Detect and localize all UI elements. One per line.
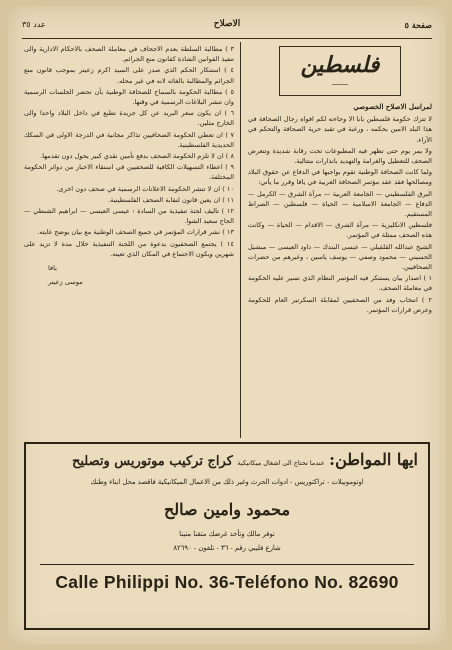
article-column-left	[24, 44, 234, 436]
resolution-item: ٤ ) استنكار الحكم الذي صدر على السيد اكرم زعيتر بموجب قانون منع الجرائم والمطالبة بالغائه لانه في غير محله.	[24, 66, 234, 85]
resolution-item: ٧ ) ان تعطي الحكومة الصحافيين تذاكر مجانية في الدرجة الاولى في السكك الحديدية الفلسطينية.	[24, 130, 234, 149]
section-title: فلسطين	[300, 52, 380, 78]
resolution-item: ١٠ ) ان لا تنشر الحكومة الاعلانات الرسمية في صحف دون اخرى.	[56, 184, 234, 193]
column-divider	[240, 42, 241, 438]
resolution-item: ٨ ) ان لا تلزم الحكومة الصحف بدفع تأمين نقدي كبير يحول دون تقدمها.	[40, 152, 234, 161]
ad-promise: توفر مالك وتأخذ غرضك متقنا متينا	[179, 530, 275, 538]
ad-latin-address: Calle Philippi No. 36-Teléfono No. 82690	[55, 572, 399, 592]
paragraph: ١ ) اصدار بيان يستنكر فيه المؤتمر النظام الذي تسير عليه الحكومة في معاملة الصحف.	[248, 274, 432, 293]
ad-owners: محمود وامين صالح	[163, 500, 291, 519]
ad-headline-main: كراج تركيب موتوريس وتصليح	[71, 454, 233, 469]
paragraph: لا تترك حكومة فلسطين بابا الا وجاءته لكم افواه رجال الصحافة في هذا البلد الامين بحكمه ، ورغبة في تقيد حرية الصحافة والتحكم في الآراء.	[248, 115, 432, 144]
paragraph: البرق الفلسطيني — الجامعة العربية — مرآة الشرق — الكرمل — الدفاع — الجامعة الاسلامية — الحياة — فلسطين — الصراط المستقيم.	[248, 189, 432, 219]
ad-headline-prefix: ايها المواطن:	[329, 450, 418, 469]
ad-arabic-address: شارع فليبي رقم - ٣٦ - تلفون - ٨٢٦٩٠	[173, 544, 281, 552]
issue-number: عدد ٣٥	[22, 20, 46, 29]
correspondent-line: لمراسل الاصلاح الخصوصي	[353, 102, 432, 111]
dateline-place: يافا	[48, 264, 58, 273]
section-masthead	[279, 46, 401, 96]
ad-headline	[72, 450, 418, 469]
paragraph: ولما كانت الصحافة الوطنية تقوم بواجبها في الدفاع عن حقوق البلاد ومصالحها فقد عقد مؤتمر الصحافة العربية في يافا وقرر ما يأتي:	[248, 168, 432, 187]
newspaper-name: الاصلاح	[213, 19, 241, 29]
page-header	[22, 16, 432, 39]
paragraph: ٢ ) انتخاب وفد من الصحفيين لمقابلة السكرتير العام للحكومة وعرض قرارات المؤتمر.	[248, 295, 432, 314]
resolution-item: ٥ ) مطالبة الحكومة بالسماح للصحافة الوطنية بأن تحضر الجلسات الرسمية وان تنشر البلاغات الرسمية في وقتها.	[24, 87, 234, 107]
section-subtitle: ـــــــــ	[332, 80, 348, 87]
paragraph: ولا يمر يوم حتى تظهر فيه المطبوعات تحت رقابة شديدة وتتعرض الصحف للتعطيل والغرامة والتهديد بانذارات متتالية.	[248, 146, 432, 166]
page-number: صفحة ٥	[404, 20, 432, 30]
resolution-item: ١٤ ) يجتمع الصحفيون بدعوة من اللجنة التنفيذية خلال مدة لا تزيد على شهرين ويكون الاجتماع في المكان الذي تعينه.	[24, 239, 234, 258]
garage-advertisement	[24, 442, 430, 630]
paragraph: الشيخ عبدالله القلقيلي — عيسى البندك — داود العيسى — ميشيل الحسيني — محمود وصفي — يوسف ياسين ، وغيرهم من حضرات الصحافيين.	[248, 242, 432, 272]
resolution-item: ٣ ) مطالبة السلطة بعدم الاجحاف في معاملة الصحف بالاحكام الادارية والى تنفيذ القوانين الشاذة كقانون منع الجرائم.	[24, 45, 234, 64]
ad-headline-small: عندما تحتاج الى اشغال ميكانيكية	[237, 459, 325, 467]
resolution-item: ١١ ) ان يعين قانون لنقابة الصحف الفلسطينية.	[108, 195, 234, 204]
article-column-right	[248, 44, 432, 436]
resolution-item: ١٣ ) نشر قرارات المؤتمر في جميع الصحف الوطنية مع بيان يوضح غايته.	[37, 228, 234, 237]
ad-divider	[40, 564, 414, 565]
newspaper-page	[8, 6, 446, 644]
ad-services: اوتوموبيلات - تراكتوريس - ادوات الحرث وغير ذلك من الاعمال الميكانيكية فاقصد محل ابناء وطنك	[90, 478, 364, 486]
resolution-item: ٦ ) ان يكون سعر البريد عن كل جريدة تطبع في داخل البلاد واحدا والى الخارج مثلين.	[24, 109, 234, 128]
resolution-item: ١٢ ) تاليف لجنة تنفيذية من السادة : عيسى العيسى — ابراهيم الشنطي — الحاج سعيد الشوا.	[24, 207, 234, 226]
author-signature: موسى زعيتر	[48, 278, 83, 287]
resolution-item: ٩ ) اعطاء التسهيلات الكافية للصحفيين في استقاء الاخبار من دوائر الحكومة المختلفة.	[24, 163, 234, 182]
paragraph: فلسطين الانكليزية — مرآة الشرق — الاقدام — الحياة — وكانت هذه الصحف ممثلة في المؤتمر.	[248, 221, 432, 240]
